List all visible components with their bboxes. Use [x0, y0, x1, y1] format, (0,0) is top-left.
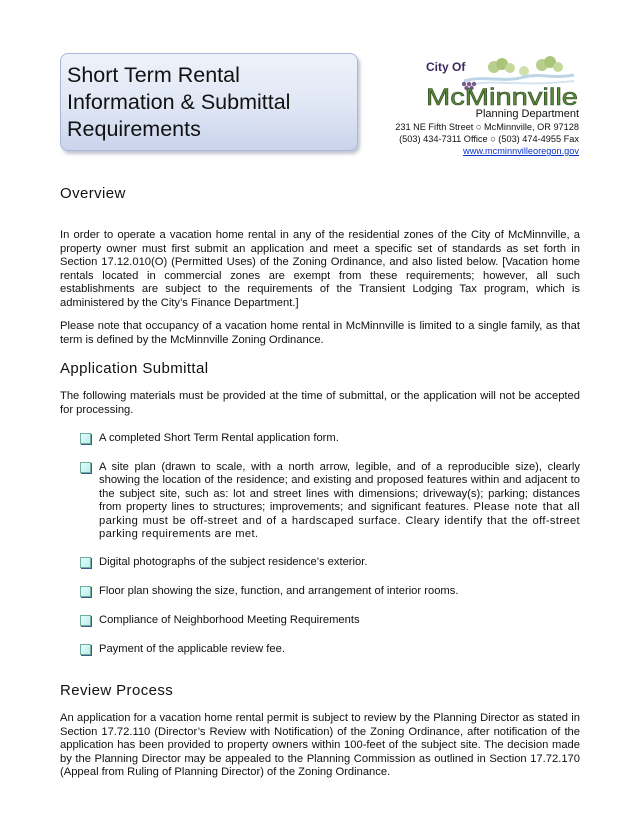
checklist-item: [80, 643, 580, 656]
logo-name-text: McMinnville: [426, 84, 578, 107]
checklist-item: [80, 461, 580, 541]
checklist-item-text: A completed Short Term Rental application form.: [99, 432, 339, 444]
department-address: 231 NE Fifth Street ○ McMinnville, OR 97128: [395, 122, 579, 132]
department-phone: (503) 434-7311 Office ○ (503) 474-4955 Fax: [399, 134, 579, 144]
submittal-intro: The following materials must be provided at the time of submittal, or the application will not be accepted for processing.: [60, 390, 580, 416]
checklist-item-text: Compliance of Neighborhood Meeting Requirements: [99, 614, 360, 626]
checklist-item-text: [99, 461, 580, 541]
checklist-item-text: Payment of the applicable review fee.: [99, 643, 285, 655]
overview-paragraph-1: In order to operate a vacation home rental in any of the residential zones of the City of McMinnville, a property owner must first submit an application and meet a specific set of standards as set forth in Section 17.12.010(O) (Permitted Uses) of the Zoning Ordinance, and also listed below. [Vacation home rentals located in commercial zones are exempt from these requirements; however, all such establishments are subject to the requirements of the Transient Lodging Tax program, which is administered by the City’s Finance Department.]: [60, 229, 580, 309]
title-line: Information & Submittal: [67, 90, 291, 114]
parking-note-text: Please note that all parking must be off-street and of a hardscaped surface. Cleary identify that the off-street parking requirements are met.: [99, 501, 581, 541]
city-logo: [424, 55, 580, 107]
overview-paragraph-2: Please note that occupancy of a vacation home rental in McMinnville is limited to a single family, as that term is defined by the McMinnville Zoning Ordinance.: [60, 320, 580, 346]
department-name: Planning Department: [475, 108, 579, 120]
department-website-link[interactable]: www.mcminnvilleoregon.gov: [463, 146, 579, 156]
logo-city-of-text: City Of: [426, 60, 466, 74]
checkbox-icon: [80, 433, 91, 444]
checklist-item-text: Digital photographs of the subject residence’s exterior.: [99, 556, 368, 568]
title-line: Short Term Rental: [67, 63, 240, 87]
document-title-box: [60, 53, 358, 151]
checkbox-icon: [80, 557, 91, 568]
overview-heading: Overview: [60, 185, 126, 202]
checkbox-icon: [80, 462, 91, 473]
application-submittal-heading: Application Submittal: [60, 360, 209, 377]
checklist-item: [80, 585, 580, 598]
checklist-item: [80, 556, 580, 569]
checklist-item: [80, 432, 580, 445]
checkbox-icon: [80, 586, 91, 597]
title-line: Requirements: [67, 117, 201, 141]
checklist-item: [80, 614, 580, 627]
checklist-item-text: Floor plan showing the size, function, and arrangement of interior rooms.: [99, 585, 459, 597]
department-contact-block: [395, 108, 579, 157]
checkbox-icon: [80, 644, 91, 655]
checkbox-icon: [80, 615, 91, 626]
site-plan-text: A site plan (drawn to scale, with a north arrow, legible, and of a reproducible size), clearly showing the location of the residence; and existing and proposed features within and adjacent to the subject site, such as: lot and street lines with dimensions; driveway(s); parking; distances from property lines to structures; improvements; and significant features.: [99, 461, 580, 514]
tree-icon: [488, 56, 563, 76]
review-process-paragraph: An application for a vacation home rental permit is subject to review by the Planning Director as stated in Section 17.72.110 (Director’s Review with Notification) of the Zoning Ordinance, after notification of the application has been provided to property owners within 100-feet of the subject site. The decision made by the Planning Director may be appealed to the Planning Commission as outlined in Section 17.72.170 (Appeal from Ruling of Planning Director) of the Zoning Ordinance.: [60, 712, 580, 778]
review-process-heading: Review Process: [60, 682, 174, 699]
